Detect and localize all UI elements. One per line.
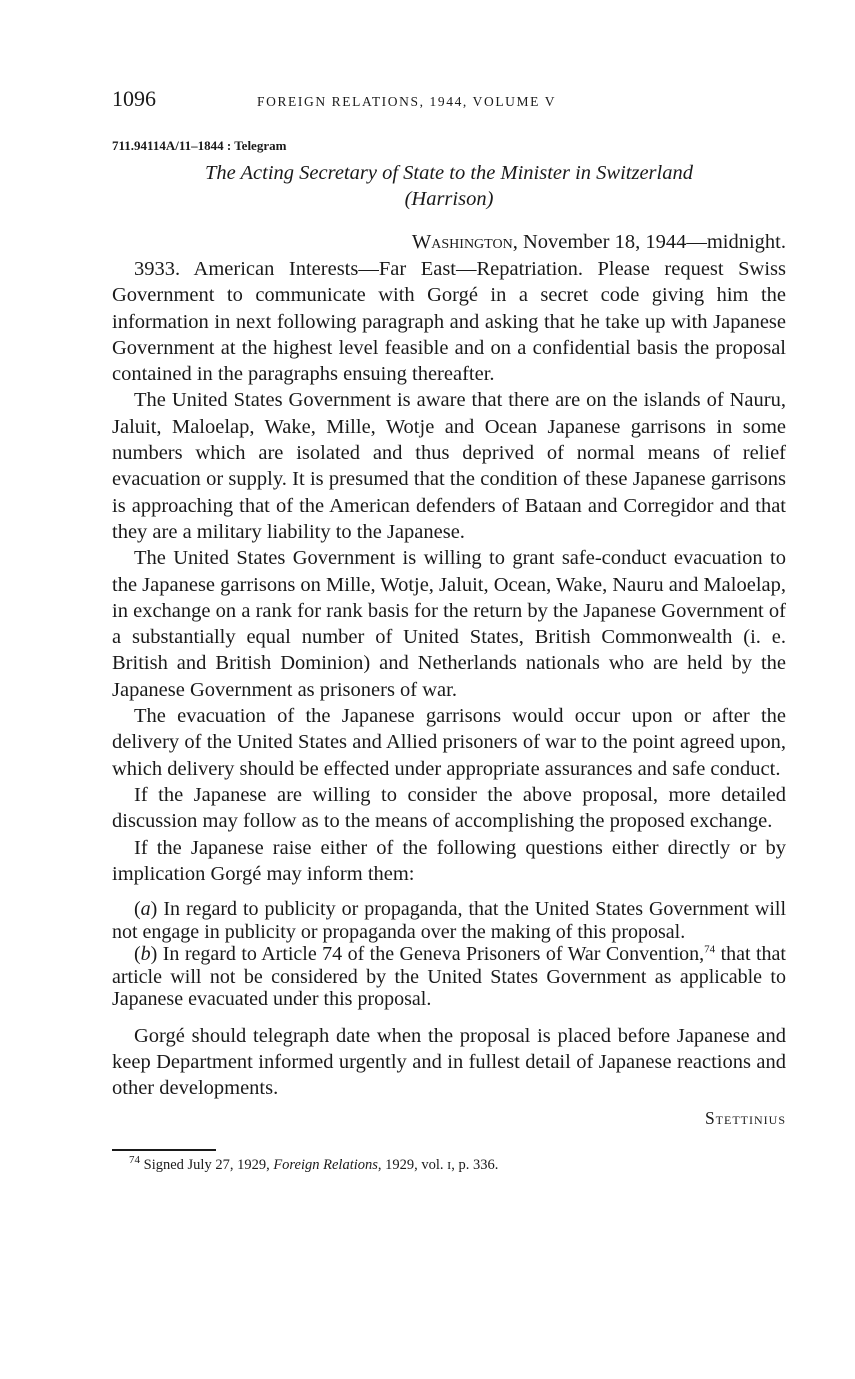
paragraph: The United States Government is aware that there are on the islands of Nauru, Jaluit, Maloelap, Wake, Mille, Wotje and Ocean Japanese garrisons in some numbers which are isolated and thus deprived of normal means of relief evacuation or supply. It is presumed that the condition of these Japanese garrisons is approaching that of the American defenders of Bataan and Corregidor and that they are a military liability to the Japanese. [112,389,786,543]
footnote-text: Signed July 27, 1929, [143,1156,274,1173]
point-a-text: In regard to publicity or propaganda, that the United States Government will not engage in publicity or propaganda over the making of this proposal. [112,898,787,943]
telegram-body [112,256,786,1102]
footnote-citation: , 1929, vol. ɪ, p. 336. [377,1156,499,1173]
point-b-text: In regard to Article 74 of the Geneva Prisoners of War Convention, [162,943,705,966]
point-b-text-cont: that that article will not be considered by the United States Government as applicable to Japanese evacuated under this proposal. [112,943,786,1011]
document-title-line: The Acting Secretary of State to the Minister in Switzerland [205,162,693,184]
point-a-label: a [140,898,151,921]
document-title-recipient: (Harrison) [404,188,494,210]
paragraph: 3933. American Interests—Far East—Repatriation. Please request Swiss Government to communicate with Gorgé in a secret code giving him the information in next following paragraph and asking that he take up with Japanese Government at the highest level feasible and on a confidential basis the proposal contained in the paragraphs ensuing thereafter. [112,258,786,386]
dateline [112,228,786,256]
paragraph: The evacuation of the Japanese garrisons would occur upon or after the delivery of the United States and Allied prisoners of war to the point agreed upon, which delivery should be effected under appropriate assurances and safe conduct. [112,705,786,780]
quoted-points [112,898,786,1011]
paragraph: If the Japanese raise either of the following questions either directly or by implication Gorgé may inform them: [112,836,786,885]
running-head [112,86,786,118]
page-number: 1096 [112,86,156,111]
file-reference: 711.94114A/11–1844 : Telegram [112,138,287,153]
running-head-title: FOREIGN RELATIONS, 1944, VOLUME V [257,94,557,109]
closing-paragraph: Gorgé should telegraph date when the proposal is placed before Japanese and keep Department informed urgently and in fullest detail of Japanese reactions and other developments. [112,1024,786,1100]
paragraph: If the Japanese are willing to consider the above proposal, more detailed discussion may follow as to the means of accomplishing the proposed exchange. [112,783,786,833]
point-b-label: b [140,943,151,966]
footnote-divider [112,1149,216,1151]
footnote-mark: 74 [129,1153,140,1166]
document-title [112,160,786,212]
paragraph: The United States Government is willing to grant safe-conduct evacuation to the Japanese garrisons on Mille, Wotje, Jaluit, Ocean, Wake, Nauru and Maloelap, in exchange on a rank for rank basis for the return by the Japanese Government of a substantially equal number of United States, British Commonwealth (i. e. British and British Dominion) and Netherlands nationals who are held by the Japanese Government as prisoners of war. [112,547,786,701]
dateline-date: , November 18, 1944—midnight. [512,231,786,253]
signature: Stettinius [704,1107,786,1128]
footnote-marker: 74 [704,943,716,956]
point-b: (b) In regard to Article 74 of the Geneva Prisoners of War Convention,$^{74}$ that that article will not be considered by the United States Government as applicable to Japanese evacuated under this proposal. [112,943,786,1011]
footnote [112,1153,786,1174]
footnote-title: Foreign Relations [273,1156,378,1173]
page [112,86,786,1174]
point-a: (a) In regard to publicity or propaganda, that the United States Government will not engage in publicity or propaganda over the making of this proposal. [112,898,787,943]
dateline-place: Washington [411,231,513,253]
